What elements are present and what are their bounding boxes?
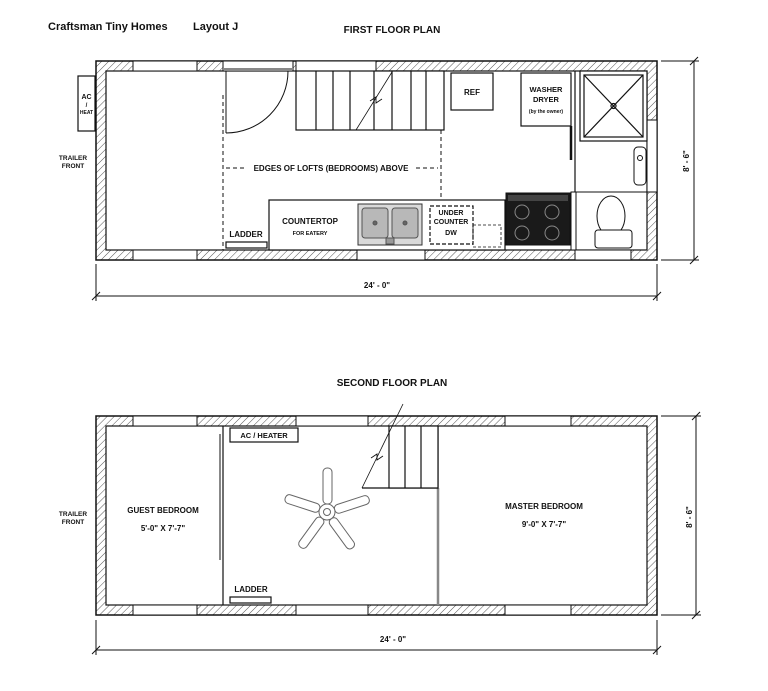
- second-floor-title: SECOND FLOOR PLAN: [336, 378, 448, 389]
- guest-bedroom-label: GUEST BEDROOM: [127, 506, 199, 515]
- countertop-note: FOR EATERY: [292, 231, 328, 237]
- dw-label-2: COUNTER: [433, 219, 469, 226]
- washer-note: (by the owner): [528, 109, 564, 115]
- loft-edges-label: EDGES OF LOFTS (BEDROOMS) ABOVE: [253, 164, 409, 173]
- first-floor-plan: [59, 57, 699, 301]
- kitchen-sink: [358, 204, 422, 245]
- second-floor-walls: [96, 416, 657, 615]
- stove: [506, 193, 570, 245]
- ladder-second-floor: [230, 597, 271, 603]
- ladder-first-floor: [226, 242, 267, 248]
- second-width-dim: 8' - 6": [685, 506, 694, 528]
- second-floor-plan: [59, 404, 701, 655]
- dryer-label: DRYER: [533, 95, 559, 104]
- trailer-front-label-2: FRONT: [61, 163, 85, 170]
- ac-heater-label: AC / HEATER: [240, 431, 288, 440]
- guest-bedroom-size: 5'-0" X 7'-7": [140, 524, 186, 533]
- ac-label: AC: [81, 94, 92, 101]
- washer-label: WASHER: [529, 85, 563, 94]
- trailer-front-label-2-2: FRONT: [61, 519, 85, 526]
- bathroom-sink: [634, 147, 646, 185]
- layout-label: Layout J: [193, 21, 239, 33]
- company-name: Craftsman Tiny Homes: [48, 21, 168, 33]
- ref-label: REF: [464, 88, 480, 97]
- countertop-label: COUNTERTOP: [282, 217, 338, 226]
- ladder-label-second: LADDER: [234, 585, 268, 594]
- ladder-label-first: LADDER: [229, 230, 263, 239]
- first-length-dim: 24' - 0": [363, 281, 391, 290]
- master-bedroom-label: MASTER BEDROOM: [505, 502, 583, 511]
- first-floor-title: FIRST FLOOR PLAN: [343, 25, 441, 36]
- trailer-front-label-2-1: TRAILER: [58, 511, 88, 518]
- dw-label-3: DW: [445, 230, 457, 237]
- trailer-front-label-1: TRAILER: [58, 155, 88, 162]
- ac-heat-label: HEAT: [79, 110, 94, 116]
- ac-slash-label: /: [85, 103, 88, 109]
- first-width-dim: 8' - 6": [682, 150, 691, 172]
- stairs-first-floor: [296, 71, 444, 130]
- shower: [580, 71, 647, 141]
- dw-label-1: UNDER: [438, 210, 464, 217]
- master-bedroom-size: 9'-0" X 7'-7": [521, 520, 567, 529]
- second-length-dim: 24' - 0": [379, 635, 407, 644]
